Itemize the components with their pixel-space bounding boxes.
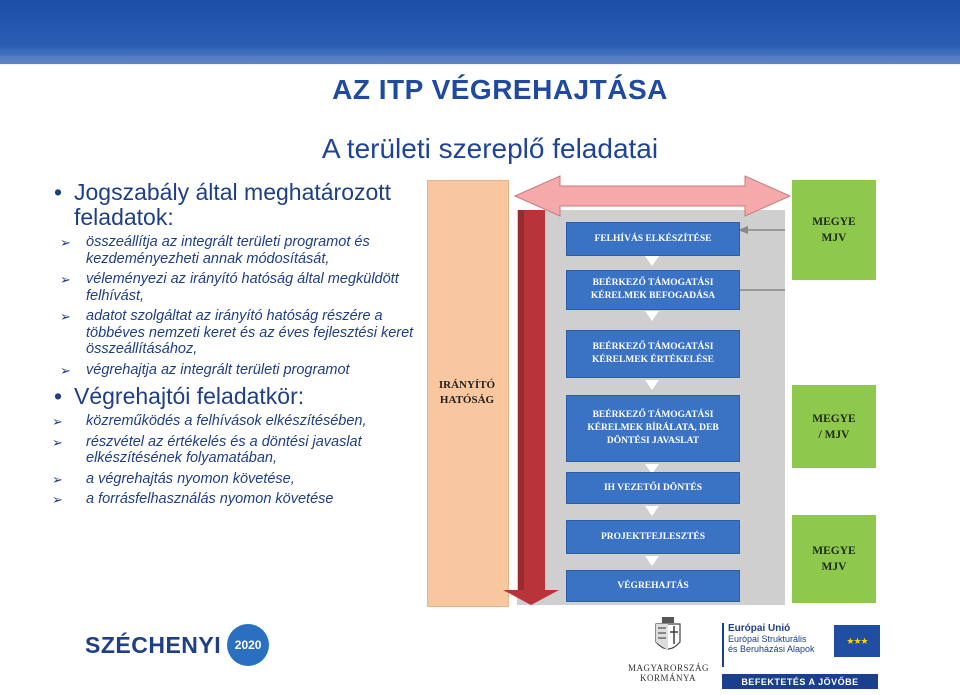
- szechenyi-logo: SZÉCHENYI 2020: [85, 624, 269, 666]
- list-item: ➢ a végrehajtás nyomon követése,: [52, 470, 295, 487]
- bullet-dot: •: [54, 179, 63, 205]
- step-ih-decision: IH VEZETŐI DÖNTÉS: [566, 472, 740, 504]
- step-call-preparation: FELHÍVÁS ELKÉSZÍTÉSE: [566, 222, 740, 256]
- arrow-bullet-icon: ➢: [60, 235, 71, 250]
- arrow-bullet-icon: ➢: [52, 434, 63, 450]
- eu-flag-icon: ★★★: [834, 625, 880, 657]
- list-item: ➢ közreműködés a felhívások elkészítésében,: [52, 413, 367, 429]
- hungary-government-logo: MAGYARORSZÁG KORMÁNYA: [628, 616, 708, 683]
- arrow-bullet-icon: ➢: [52, 471, 63, 487]
- county-box-3: MEGYE MJV: [792, 515, 876, 603]
- arrow-bullet-icon: ➢: [52, 492, 63, 507]
- heading-executive-tasks: • Végrehajtói feladatkör:: [54, 383, 305, 409]
- step-application-review: BEÉRKEZŐ TÁMOGATÁSI KÉRELMEK BÍRÁLATA, DEB DÖNTÉSI JAVASLAT: [566, 395, 740, 462]
- step-application-evaluation: BEÉRKEZŐ TÁMOGATÁSI KÉRELMEK ÉRTÉKELÉSE: [566, 330, 740, 378]
- arrow-bullet-icon: ➢: [60, 272, 71, 287]
- coat-of-arms-icon: [653, 616, 683, 658]
- county-box-1: MEGYE MJV: [792, 180, 876, 280]
- list-item: ➢ adatot szolgáltat az irányító hatóság részére a többéves nemzeti keret és az éves fejlesztési keret összeállításához,: [60, 308, 414, 357]
- step-application-intake: BEÉRKEZŐ TÁMOGATÁSI KÉRELMEK BEFOGADÁSA: [566, 270, 740, 310]
- page-title: AZ ITP VÉGREHAJTÁSA: [332, 74, 668, 105]
- step-project-development: PROJEKTFEJLESZTÉS: [566, 520, 740, 554]
- list-item: ➢ részvétel az értékelés és a döntési javaslat elkészítésének folyamatában,: [52, 433, 362, 466]
- eu-logo: Európai Unió Európai Strukturális és Beruházási Alapok ★★★ BEFEKTETÉS A JÖVŐBE: [722, 623, 882, 691]
- heading-legal-tasks: • Jogszabály által meghatározott feladatok:: [54, 179, 392, 230]
- county-box-2: MEGYE / MJV: [792, 385, 876, 468]
- szechenyi-2020-badge: 2020: [227, 624, 269, 666]
- list-item: ➢ a forrásfelhasználás nyomon követése: [52, 491, 334, 507]
- bullet-dot: •: [54, 383, 63, 409]
- arrow-bullet-icon: ➢: [60, 309, 71, 324]
- list-item: ➢ végrehajtja az integrált területi programot: [60, 361, 350, 378]
- arrow-bullet-icon: ➢: [60, 362, 71, 378]
- managing-authority-label: IRÁNYÍTÓ HATÓSÁG: [438, 379, 496, 406]
- arrow-bullet-icon: ➢: [52, 414, 63, 429]
- page-subtitle: A területi szereplő feladatai: [321, 133, 659, 164]
- task-list: [52, 180, 422, 508]
- step-execution: VÉGREHAJTÁS: [566, 570, 740, 602]
- header-band: [0, 0, 960, 64]
- list-item: ➢ véleményezi az irányító hatóság által megküldött felhívást,: [60, 271, 399, 304]
- list-item: ➢ összeállítja az integrált területi programot és kezdeményezheti annak módosítását,: [60, 234, 370, 267]
